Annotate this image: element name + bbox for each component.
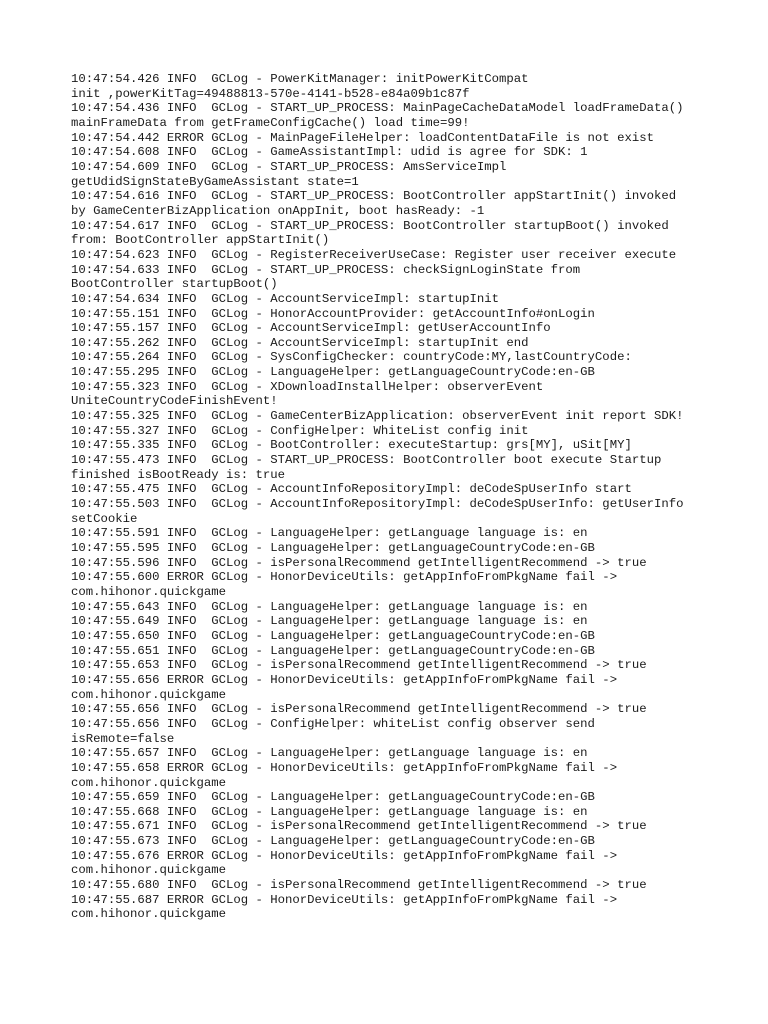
log-line: 10:47:55.475 INFO GCLog - AccountInfoRepositoryImpl: deCodeSpUserInfo start	[71, 482, 632, 497]
log-line: UniteCountryCodeFinishEvent!	[71, 394, 278, 409]
log-line: 10:47:54.608 INFO GCLog - GameAssistantImpl: udid is agree for SDK: 1	[71, 145, 588, 160]
log-line: 10:47:55.656 ERROR GCLog - HonorDeviceUtils: getAppInfoFromPkgName fail ->	[71, 672, 618, 687]
log-line: 10:47:55.596 INFO GCLog - isPersonalRecommend getIntelligentRecommend -> true	[71, 555, 647, 570]
log-line: 10:47:55.327 INFO GCLog - ConfigHelper: WhiteList config init	[71, 423, 529, 438]
log-line: 10:47:55.668 INFO GCLog - LanguageHelper: getLanguage language is: en	[71, 804, 588, 819]
log-line: com.hihonor.quickgame	[71, 863, 226, 878]
log-line: 10:47:55.600 ERROR GCLog - HonorDeviceUtils: getAppInfoFromPkgName fail ->	[71, 570, 618, 585]
log-line: 10:47:55.680 INFO GCLog - isPersonalRecommend getIntelligentRecommend -> true	[71, 878, 647, 893]
log-line: finished isBootReady is: true	[71, 467, 286, 482]
log-line: 10:47:54.442 ERROR GCLog - MainPageFileHelper: loadContentDataFile is not exist	[71, 130, 654, 145]
log-line: getUdidSignStateByGameAssistant state=1	[71, 174, 359, 189]
log-line: 10:47:55.151 INFO GCLog - HonorAccountProvider: getAccountInfo#onLogin	[71, 306, 595, 321]
log-line: isRemote=false	[71, 731, 175, 746]
log-line: com.hihonor.quickgame	[71, 907, 226, 922]
log-line: 10:47:54.426 INFO GCLog - PowerKitManager: initPowerKitCompat	[71, 72, 529, 86]
log-line: 10:47:55.262 INFO GCLog - AccountServiceImpl: startupInit end	[71, 335, 529, 350]
log-line: 10:47:55.658 ERROR GCLog - HonorDeviceUtils: getAppInfoFromPkgName fail ->	[71, 760, 618, 775]
log-line: 10:47:55.325 INFO GCLog - GameCenterBizApplication: observerEvent init report SDK!	[71, 409, 684, 424]
log-line: 10:47:55.591 INFO GCLog - LanguageHelper: getLanguage language is: en	[71, 526, 588, 541]
log-line: 10:47:55.295 INFO GCLog - LanguageHelper: getLanguageCountryCode:en-GB	[71, 365, 595, 380]
log-line: 10:47:55.473 INFO GCLog - START_UP_PROCESS: BootController boot execute Startup	[71, 453, 662, 468]
log-line: 10:47:55.323 INFO GCLog - XDownloadInstallHelper: observerEvent	[71, 379, 544, 394]
log-line: 10:47:54.623 INFO GCLog - RegisterReceiverUseCase: Register user receiver execute	[71, 247, 677, 262]
log-text-block	[71, 72, 761, 922]
log-line: 10:47:55.643 INFO GCLog - LanguageHelper: getLanguage language is: en	[71, 599, 588, 614]
log-line: 10:47:55.651 INFO GCLog - LanguageHelper: getLanguageCountryCode:en-GB	[71, 643, 595, 658]
log-line: 10:47:54.617 INFO GCLog - START_UP_PROCESS: BootController startupBoot() invoked	[71, 218, 669, 233]
log-line: com.hihonor.quickgame	[71, 687, 226, 702]
log-line: 10:47:55.157 INFO GCLog - AccountServiceImpl: getUserAccountInfo	[71, 321, 551, 336]
log-line: com.hihonor.quickgame	[71, 775, 226, 790]
log-line: 10:47:55.687 ERROR GCLog - HonorDeviceUtils: getAppInfoFromPkgName fail ->	[71, 892, 618, 907]
log-line: 10:47:54.616 INFO GCLog - START_UP_PROCESS: BootController appStartInit() invoked	[71, 189, 677, 204]
log-line: 10:47:54.633 INFO GCLog - START_UP_PROCESS: checkSignLoginState from	[71, 262, 581, 277]
log-line: setCookie	[71, 511, 138, 526]
log-line: mainFrameData from getFrameConfigCache() load time=99!	[71, 115, 470, 130]
log-line: by GameCenterBizApplication onAppInit, boot hasReady: -1	[71, 203, 485, 218]
log-line: BootController startupBoot()	[71, 277, 278, 292]
log-line: from: BootController appStartInit()	[71, 233, 330, 248]
log-line: 10:47:55.657 INFO GCLog - LanguageHelper: getLanguage language is: en	[71, 746, 588, 761]
log-line: 10:47:55.649 INFO GCLog - LanguageHelper: getLanguage language is: en	[71, 614, 588, 629]
log-line: 10:47:55.676 ERROR GCLog - HonorDeviceUtils: getAppInfoFromPkgName fail ->	[71, 848, 618, 863]
log-line: 10:47:55.671 INFO GCLog - isPersonalRecommend getIntelligentRecommend -> true	[71, 819, 647, 834]
log-line: 10:47:54.609 INFO GCLog - START_UP_PROCESS: AmsServiceImpl	[71, 159, 507, 174]
log-line: 10:47:55.673 INFO GCLog - LanguageHelper: getLanguageCountryCode:en-GB	[71, 834, 595, 849]
log-line: 10:47:55.264 INFO GCLog - SysConfigChecker: countryCode:MY,lastCountryCode:	[71, 350, 632, 365]
log-line: 10:47:55.656 INFO GCLog - isPersonalRecommend getIntelligentRecommend -> true	[71, 702, 647, 717]
log-line: 10:47:55.503 INFO GCLog - AccountInfoRepositoryImpl: deCodeSpUserInfo: getUserInfo	[71, 497, 684, 512]
log-line: 10:47:54.634 INFO GCLog - AccountServiceImpl: startupInit	[71, 291, 500, 306]
log-line: init ,powerKitTag=49488813-570e-4141-b528-e84a09b1c87f	[71, 86, 470, 101]
log-line: 10:47:55.335 INFO GCLog - BootController: executeStartup: grs[MY], uSit[MY]	[71, 438, 632, 453]
log-line: com.hihonor.quickgame	[71, 584, 226, 599]
log-line: 10:47:55.659 INFO GCLog - LanguageHelper: getLanguageCountryCode:en-GB	[71, 790, 595, 805]
log-line: 10:47:55.650 INFO GCLog - LanguageHelper: getLanguageCountryCode:en-GB	[71, 628, 595, 643]
log-line: 10:47:55.656 INFO GCLog - ConfigHelper: whiteList config observer send	[71, 716, 595, 731]
log-line: 10:47:55.595 INFO GCLog - LanguageHelper: getLanguageCountryCode:en-GB	[71, 541, 595, 555]
log-line: 10:47:54.436 INFO GCLog - START_UP_PROCESS: MainPageCacheDataModel loadFrameData()	[71, 101, 684, 116]
log-line: 10:47:55.653 INFO GCLog - isPersonalRecommend getIntelligentRecommend -> true	[71, 658, 647, 673]
